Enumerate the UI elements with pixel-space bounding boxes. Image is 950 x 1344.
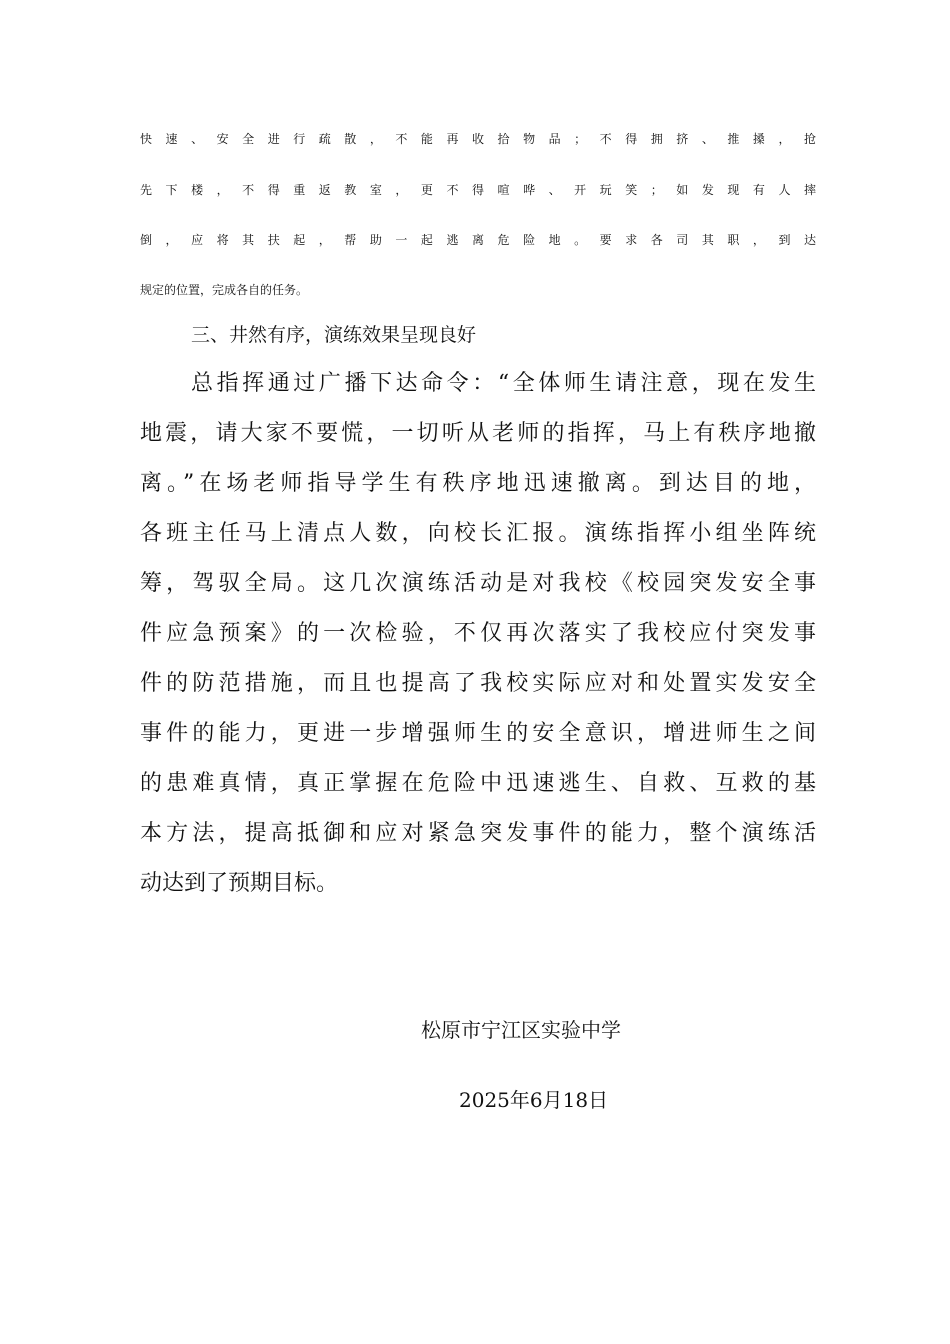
signature-organization: 松原市宁江区实验中学 (421, 1018, 621, 1042)
body-line: 件应急预案》的一次检验，不仅再次落实了我校应付突发事 (140, 621, 816, 646)
signature-date: 2025年6月18日 (459, 1088, 609, 1112)
body-line: 本方法，提高抵御和应对紧急突发事件的能力，整个演练活 (140, 821, 816, 846)
paragraph-line: 规定的位置，完成各自的任务。 (140, 283, 309, 297)
body-line: 动达到了预期目标。 (140, 871, 339, 896)
body-line: 各班主任马上清点人数，向校长汇报。演练指挥小组坐阵统 (140, 521, 816, 546)
section-heading: 三、井然有序，演练效果呈现良好 (191, 324, 477, 346)
body-line: 地震，请大家不要慌，一切听从老师的指挥，马上有秩序地撤 (140, 421, 816, 446)
paragraph-line: 先下楼，不得重返教室，更不得喧哗、开玩笑；如发现有人摔 (140, 183, 816, 197)
paragraph-line: 倒，应将其扶起，帮助一起逃离危险地。要求各司其职，到达 (140, 233, 816, 247)
body-line: 件的防范措施，而且也提高了我校实际应对和处置实发安全 (140, 671, 816, 696)
body-line: 筹，驾驭全局。这几次演练活动是对我校《校园突发安全事 (140, 571, 816, 596)
body-line: 事件的能力，更进一步增强师生的安全意识，增进师生之间 (140, 721, 816, 746)
body-line: 的患难真情，真正掌握在危险中迅速逃生、自救、互救的基 (140, 771, 816, 796)
body-line: 离。”在场老师指导学生有秩序地迅速撤离。到达目的地， (140, 471, 816, 496)
body-line: 总指挥通过广播下达命令：“全体师生请注意，现在发生 (191, 371, 816, 396)
paragraph-line: 快速、安全进行疏散，不能再收拾物品；不得拥挤、推搡，抢 (140, 132, 816, 146)
